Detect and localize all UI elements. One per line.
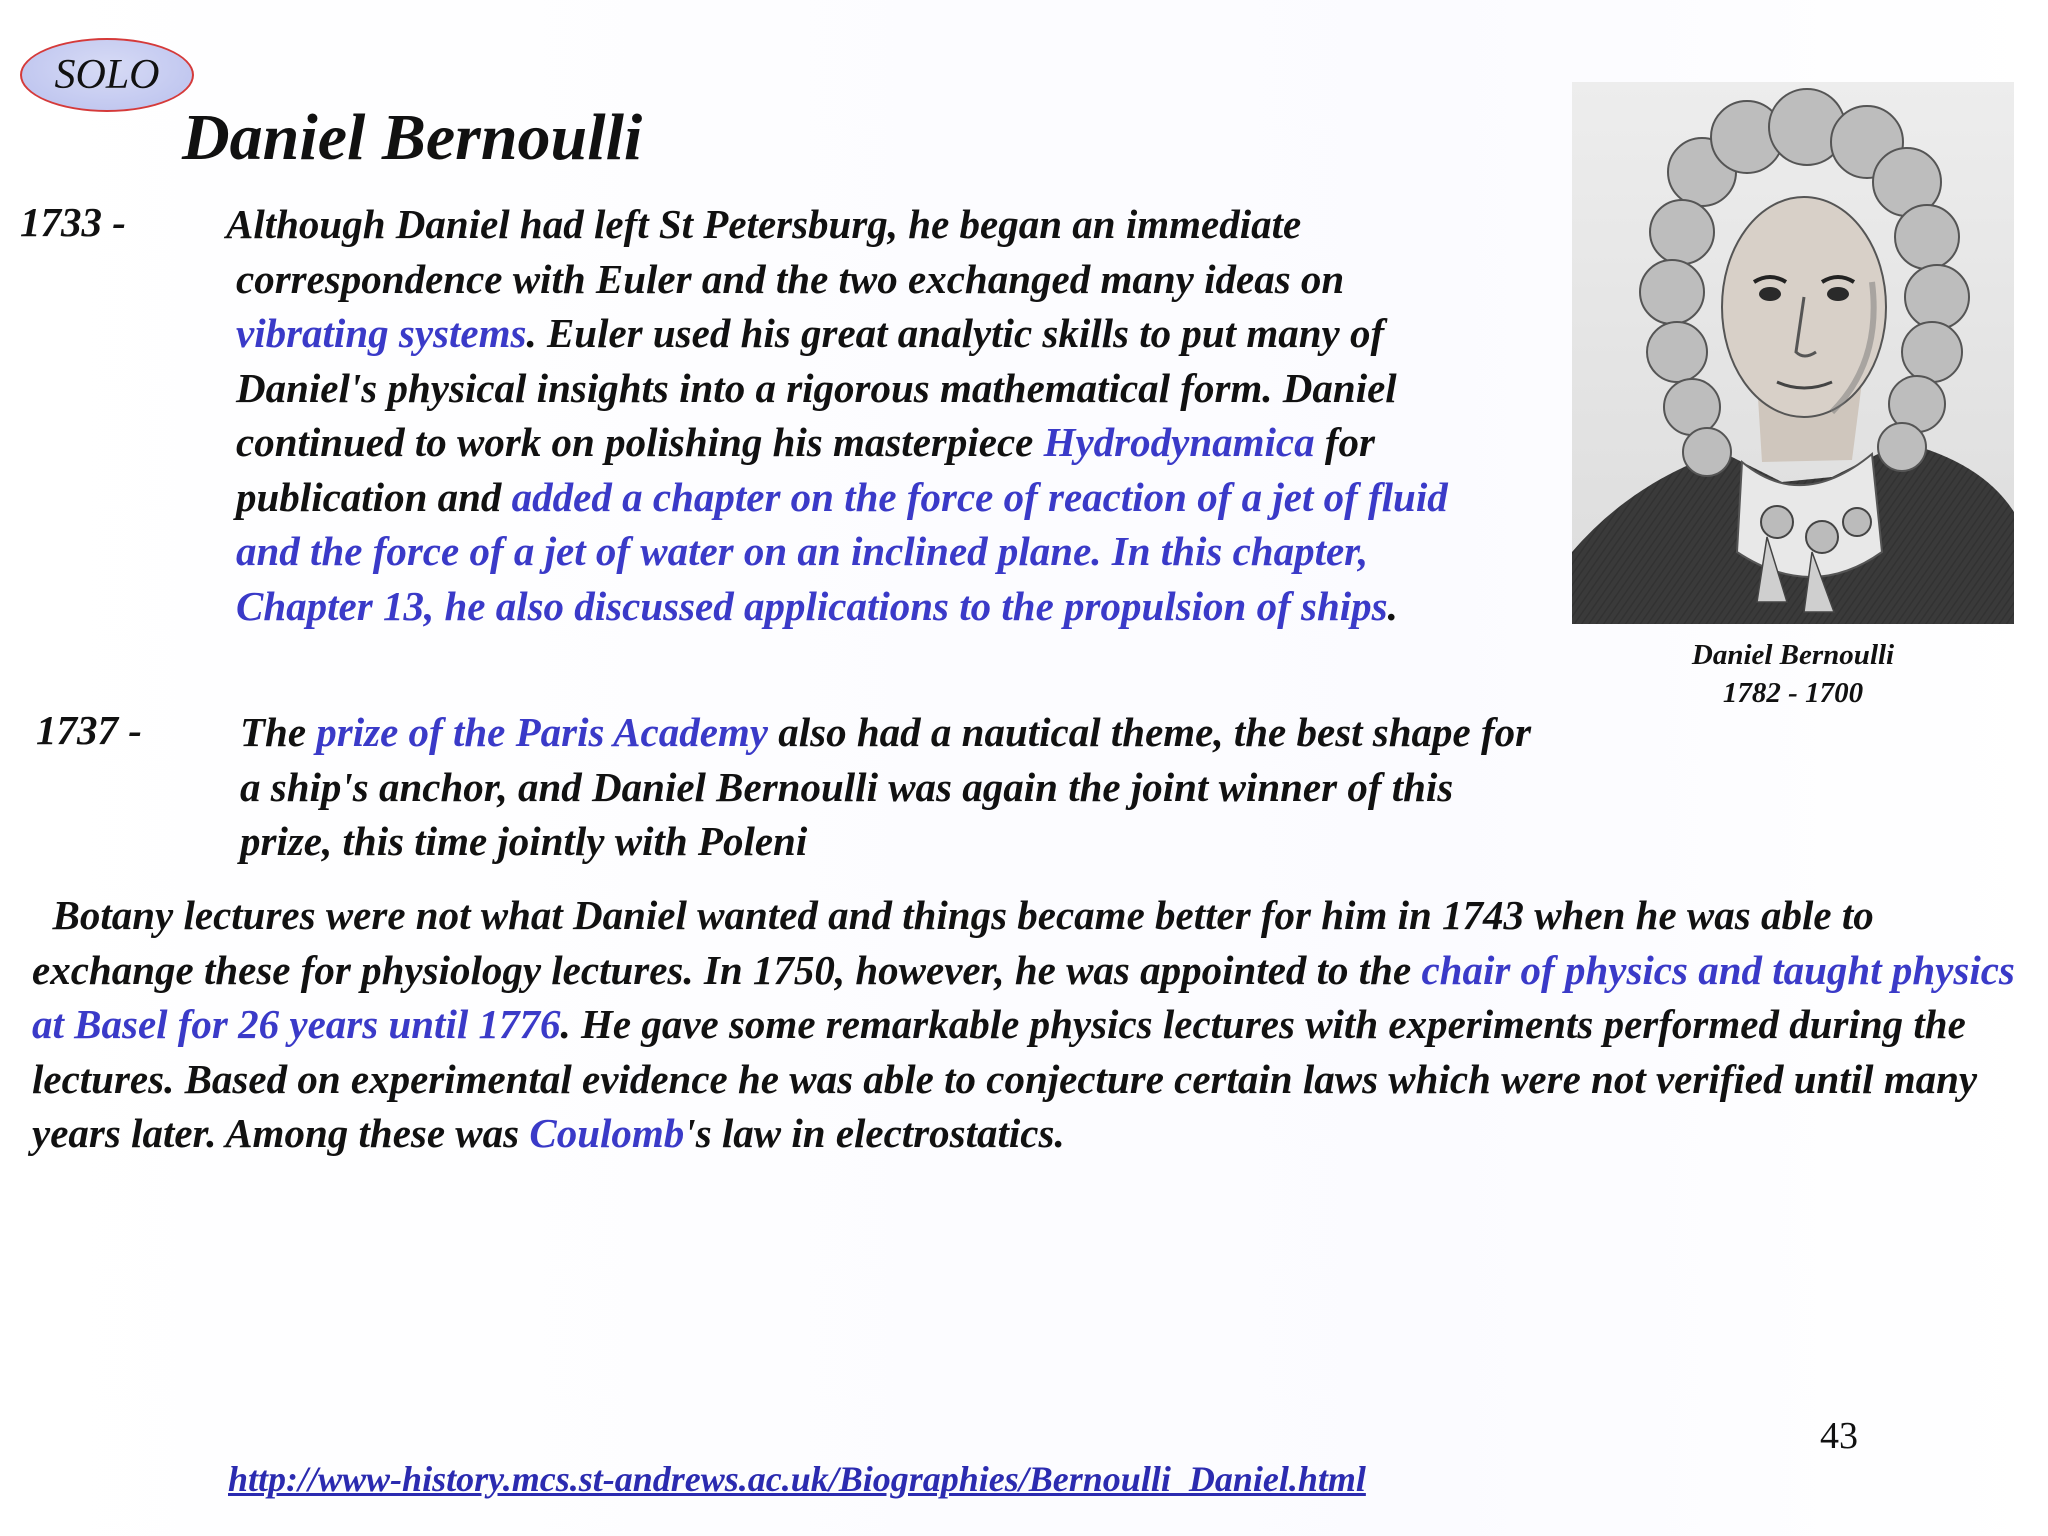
hyperlink-text[interactable]: prize of the Paris Academy (316, 709, 768, 755)
page-number: 43 (1820, 1415, 1858, 1457)
hyperlink-text[interactable]: added a chapter on the force of reaction of a jet of fluid and the force of a jet of water on an inclined plane. In this chapter, Chapter 13, he also discussed applications to the propulsion of ships (236, 473, 1448, 629)
body-text-span: . Euler used his great analytic skills to put many of Daniel's physical insights into a rigorous mathematical form. Daniel continued to work on polishing his masterpiece (236, 310, 1397, 465)
solo-logo (20, 38, 194, 112)
body-text-span: also had a nautical theme, the best shape for a ship's anchor, and Daniel Bernoulli was again the joint winner of this prize, this time jointly with Poleni (240, 709, 1532, 864)
source-url-link[interactable]: http://www-history.mcs.st-andrews.ac.uk/Biographies/Bernoulli_Daniel.html (228, 1459, 1366, 1499)
body-text-span: . (1387, 582, 1398, 629)
body-text-span: . He gave some remarkable physics lectures with experiments performed during the lectures. Based on experimental evidence he was able to conjecture certain laws which were not verified until many years later. Among these was (32, 1001, 1988, 1156)
entry-1733-text (226, 197, 1476, 633)
hyperlink-text[interactable]: chair of physics and taught physics at Basel for 26 years until 1776 (32, 946, 2026, 1047)
caption-dates: 1782 - 1700 (1722, 677, 1864, 709)
hyperlink-text[interactable]: Coulomb (529, 1110, 685, 1156)
logo-text: SOLO (54, 52, 160, 98)
hyperlink-text[interactable]: vibrating systems (236, 310, 527, 356)
caption-name: Daniel Bernoulli (1691, 639, 1895, 671)
bernoulli-portrait-image (1572, 82, 2014, 624)
body-text-span: 's law in electrostatics. (684, 1110, 1065, 1156)
entry-1737-text (240, 705, 1540, 869)
portrait-caption (1572, 636, 2014, 712)
hyperlink-text[interactable]: Hydrodynamica (1043, 419, 1315, 465)
body-text-span: for publication and (236, 419, 1375, 520)
slide-title: Daniel Bernoulli (182, 101, 643, 174)
botany-paragraph (32, 888, 2026, 1161)
year-1737-label: 1737 - (36, 707, 142, 753)
year-1733-label: 1733 - (20, 199, 126, 245)
body-text-span: Although Daniel had left St Petersburg, he began an immediate correspondence with Euler and the two exchanged many ideas on (226, 201, 1345, 302)
body-text-span: The (240, 709, 317, 755)
body-text-span: Botany lectures were not what Daniel wanted and things became better for him in 1743 when he was able to exchange these for physiology lectures. In 1750, however, he was appointed to the (32, 892, 1884, 993)
